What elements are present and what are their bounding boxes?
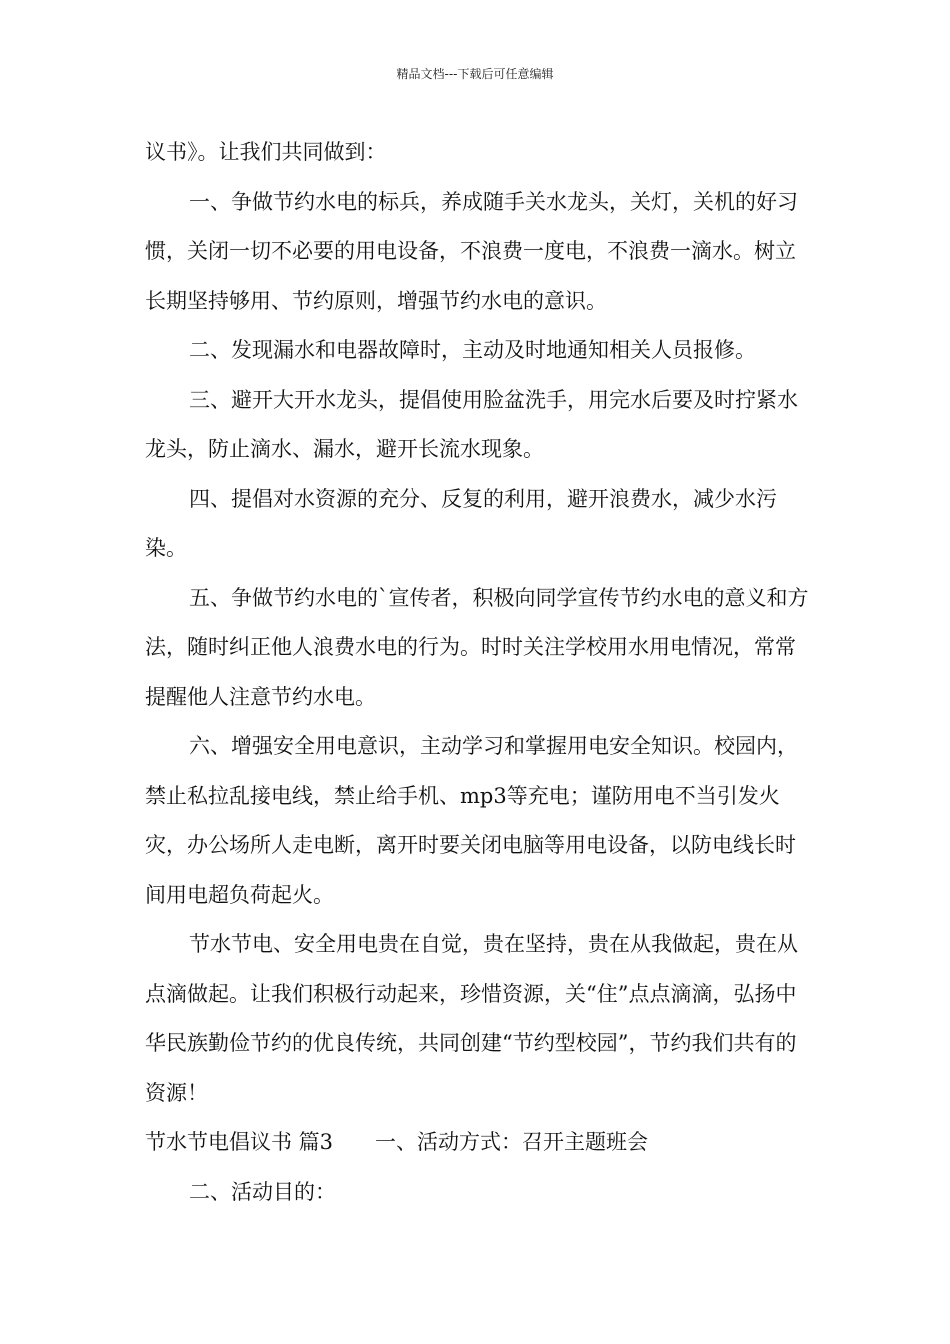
paragraph-item-3: 三、避开大开水龙头，提倡使用脸盆洗手，用完水后要及时拧紧水龙头，防止滴水、漏水，避开长流水现象。	[145, 387, 798, 461]
section-heading: 节水节电倡议书 篇3 一、活动方式：召开主题班会	[145, 1130, 649, 1154]
paragraph-intro: 议书》。让我们共同做到：	[145, 140, 387, 164]
paragraph-item-5: 五、争做节约水电的`宣传者，积极向同学宣传节约水电的意义和方法，随时纠正他人浪费水电的行为。时时关注学校用水用电情况，常常提醒他人注意节约水电。	[145, 585, 809, 709]
paragraph-item-1: 一、争做节约水电的标兵，养成随手关水龙头，关灯，关机的好习惯，关闭一切不必要的用电设备，不浪费一度电，不浪费一滴水。树立长期坚持够用、节约原则，增强节约水电的意识。	[145, 189, 798, 313]
paragraph-item-4: 四、提倡对水资源的充分、反复的利用，避开浪费水，减少水污染。	[145, 486, 777, 560]
page-header: 精品文档---下载后可任意编辑	[396, 67, 554, 81]
paragraph-conclusion: 节水节电、安全用电贵在自觉，贵在坚持，贵在从我做起，贵在从点滴做起。让我们积极行动起来，珍惜资源，关“住”点点滴滴，弘扬中华民族勤俭节约的优良传统，共同创建“节约型校园”，节约我们共有的资源！	[145, 932, 798, 1105]
paragraph-item-2: 二、发现漏水和电器故障时，主动及时地通知相关人员报修。	[189, 338, 756, 362]
paragraph-item-6: 六、增强安全用电意识，主动学习和掌握用电安全知识。校园内，禁止私拉乱接电线，禁止给手机、mp3等充电；谨防用电不当引发火灾，办公场所人走电断，离开时要关闭电脑等用电设备，以防电线长时间用电超负荷起火。	[145, 734, 798, 907]
document-body	[145, 128, 813, 1217]
paragraph-activity-goal: 二、活动目的：	[189, 1179, 336, 1204]
